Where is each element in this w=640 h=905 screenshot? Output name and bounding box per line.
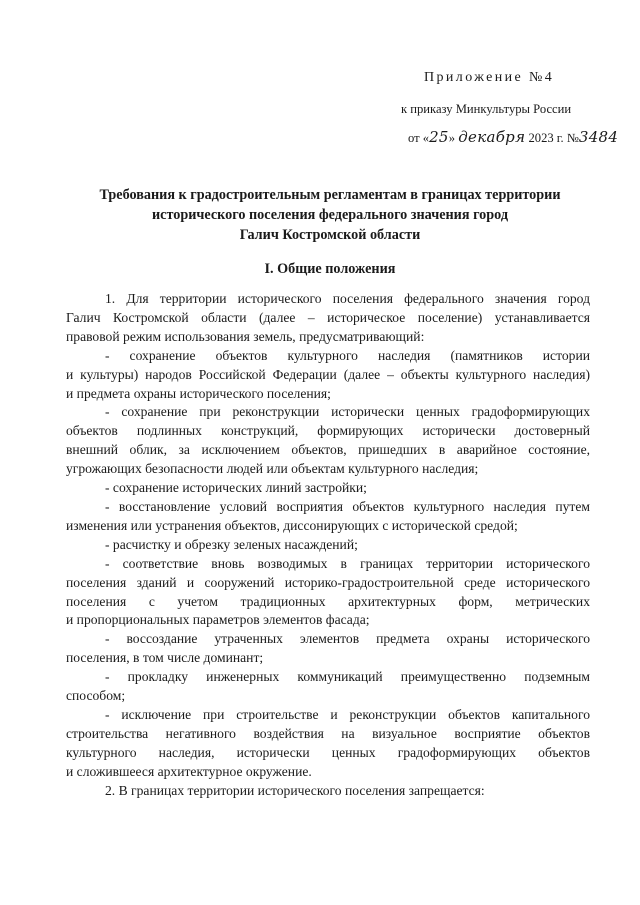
paragraph bbox=[66, 347, 590, 404]
paragraph-line: внешний облик, за исключением объектов, пришедших в аварийное состояние, bbox=[66, 442, 590, 458]
paragraph bbox=[66, 498, 590, 536]
paragraph-line: и сложившееся архитектурное окружение. bbox=[66, 763, 312, 779]
paragraph-line: и пропорциональных параметров элементов фасада; bbox=[66, 612, 370, 628]
document-body bbox=[66, 290, 590, 800]
paragraph bbox=[66, 706, 590, 782]
paragraph-line: - восстановление условий восприятия объектов культурного наследия путем bbox=[105, 498, 590, 514]
date-prefix: от « bbox=[408, 131, 430, 145]
paragraph-line: культурного наследия, исторически ценных градоформирующих объектов bbox=[66, 744, 590, 760]
paragraph-line: изменения или устранения объектов, диссонирующих с исторической средой; bbox=[66, 517, 518, 533]
date-year: 2023 г. № bbox=[528, 131, 579, 145]
paragraph bbox=[66, 555, 590, 631]
paragraph bbox=[66, 536, 590, 555]
handwritten-day: 25 bbox=[429, 128, 449, 146]
paragraph-line: поселения, в том числе доминант; bbox=[66, 650, 264, 666]
paragraph-line: способом; bbox=[66, 688, 126, 704]
paragraph-line: поселения с учетом традиционных архитектурных форм, метрических bbox=[66, 593, 590, 609]
section-heading: I. Общие положения bbox=[264, 261, 396, 277]
paragraph-line: строительства негативного воздействия на визуальное восприятие объектов bbox=[66, 725, 590, 741]
paragraph-line: правовой режим использования земель, предусматривающий: bbox=[66, 328, 425, 344]
paragraph-line: Галич Костромской области (далее – историческое поселение) устанавливается bbox=[66, 309, 590, 325]
appendix-label: Приложение №4 bbox=[424, 70, 555, 85]
paragraph-line: угрожающих безопасности людей или объектам культурного наследия; bbox=[66, 461, 479, 477]
paragraph-line: 1. Для территории исторического поселения федерального значения город bbox=[105, 291, 590, 306]
paragraph bbox=[66, 290, 590, 347]
paragraph-line: - сохранение исторических линий застройки; bbox=[105, 480, 367, 496]
paragraph-line: 2. В границах территории исторического поселения запрещается: bbox=[105, 782, 485, 798]
paragraph bbox=[66, 782, 590, 801]
title-line: исторического поселения федерального значения город bbox=[151, 207, 509, 223]
title-line: Галич Костромской области bbox=[239, 227, 421, 243]
date-quote-close: » bbox=[448, 131, 456, 145]
paragraph bbox=[66, 479, 590, 498]
paragraph-line: и культуры) народов Российской Федерации (далее – объекты культурного наследия) bbox=[66, 366, 590, 382]
paragraph-line: - воссоздание утраченных элементов предмета охраны исторического bbox=[105, 631, 590, 647]
order-reference: к приказу Минкультуры России bbox=[401, 102, 572, 116]
paragraph-line: - сохранение при реконструкции исторически ценных градоформирующих bbox=[105, 404, 590, 420]
document-title bbox=[70, 185, 590, 245]
order-date-line bbox=[408, 128, 618, 146]
paragraph-line: и предмета охраны исторического поселения; bbox=[66, 385, 331, 401]
paragraph bbox=[66, 668, 590, 706]
paragraph-line: - прокладку инженерных коммуникаций преимущественно подземным bbox=[105, 669, 590, 685]
paragraph-line: поселения зданий и сооружений историко-градостроительной среде исторического bbox=[66, 574, 590, 590]
paragraph-line: объектов подлинных конструкций, формирующих исторически достоверный bbox=[66, 423, 590, 439]
handwritten-month: декабря bbox=[458, 128, 526, 146]
title-line: Требования к градостроительным регламентам в границах территории bbox=[99, 187, 561, 203]
paragraph-line: - соответствие вновь возводимых в границах территории исторического bbox=[105, 555, 590, 571]
paragraph-line: - исключение при строительстве и реконструкции объектов капитального bbox=[105, 706, 590, 722]
paragraph bbox=[66, 403, 590, 479]
handwritten-order-number: 3484 bbox=[578, 128, 619, 146]
paragraph-line: - расчистку и обрезку зеленых насаждений; bbox=[105, 536, 358, 552]
paragraph-line: - сохранение объектов культурного наследия (памятников истории bbox=[105, 347, 590, 363]
paragraph bbox=[66, 630, 590, 668]
